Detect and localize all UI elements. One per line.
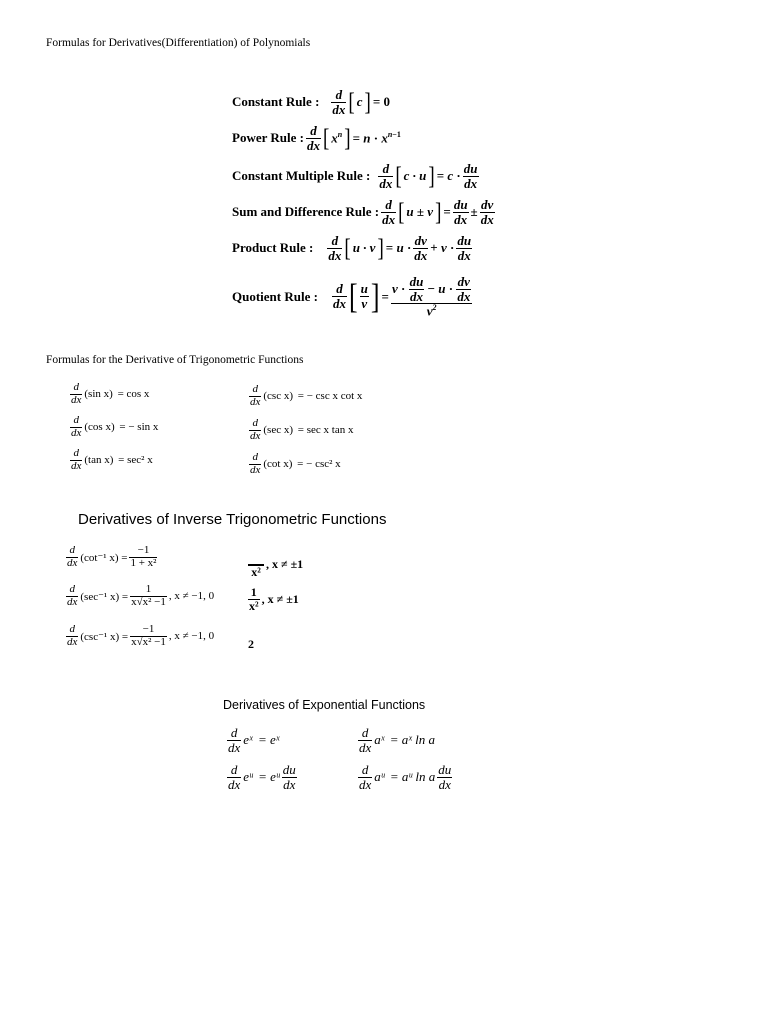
derivative-operator: $\frac{d}{dx}$ xyxy=(228,725,241,755)
heading-exponential: Derivatives of Exponential Functions xyxy=(223,698,426,712)
exp-formula-a-u: $\frac{d}{dx}$ aᵘ = aᵘ ln a $\frac{du}{dx}$ xyxy=(359,762,452,792)
derivative-operator: $\frac{d}{dx}$ xyxy=(250,451,261,476)
derivative-operator: $\frac{d}{dx}$ xyxy=(71,447,82,472)
derivative-operator: $\frac{d}{dx}$ xyxy=(359,762,372,792)
trig-formula-sec: $\frac{d}{dx}$ (sec x) = sec x tan x xyxy=(250,417,354,442)
quotient-rule: Quotient Rule : $\frac{d}{dx}$ [ $\frac{u}{v}$ ] = v · $\frac{du}{dx}$ − u · $\frac{dv}{dx}$ $v^2$ xyxy=(232,274,471,319)
inverse-fragment-1: x² , x ≠ ±1 xyxy=(248,551,305,578)
exp-formula-e-x: $\frac{d}{dx}$ eˣ = eˣ xyxy=(228,725,280,755)
trig-formula-cot: $\frac{d}{dx}$ (cot x) = − csc² x xyxy=(250,451,341,476)
derivative-operator: $\frac{d}{dx}$ xyxy=(67,583,78,608)
quotient-fraction: v · $\frac{du}{dx}$ − u · $\frac{dv}{dx}$ $v^2$ xyxy=(391,274,471,319)
inverse-fragment-3: 2 xyxy=(248,637,254,651)
inverse-formula-csc: $\frac{d}{dx}$ (csc⁻¹ x) = $\frac{-1}{\text{x√x² −1}}$ , x ≠ −1, 0 xyxy=(67,623,215,648)
du-dx: $\frac{du}{dx}$ xyxy=(438,762,452,792)
du-dx: $\frac{du}{dx}$ xyxy=(282,762,296,792)
rule-label: Product Rule : xyxy=(232,240,314,256)
rule-label: Sum and Difference Rule : xyxy=(232,204,380,220)
derivative-operator: $\frac{d}{dx}$ xyxy=(332,281,346,312)
derivative-operator: $\frac{d}{dx}$ xyxy=(250,383,261,408)
rule-label: Constant Multiple Rule : xyxy=(232,168,371,184)
trig-formula-cos: $\frac{d}{dx}$ (cos x) = − sin x xyxy=(71,414,159,439)
derivative-operator: $\frac{d}{dx}$ xyxy=(67,623,78,648)
derivative-operator: $\frac{d}{dx}$ xyxy=(306,123,320,153)
derivative-operator: $\frac{d}{dx}$ xyxy=(71,381,82,406)
dv-dx: $\frac{dv}{dx}$ xyxy=(414,233,428,263)
rule-label: Constant Rule : xyxy=(232,94,320,110)
du-dx: $\frac{du}{dx}$ xyxy=(463,161,478,191)
heading-inverse-trig: Derivatives of Inverse Trigonometric Functions xyxy=(78,511,387,528)
inverse-formula-sec: $\frac{d}{dx}$ (sec⁻¹ x) = $\frac{1}{\text{x√x² −1}}$ , x ≠ −1, 0 xyxy=(67,583,215,608)
heading-trig: Formulas for the Derivative of Trigonometric Functions xyxy=(46,354,304,366)
inverse-formula-cot: $\frac{d}{dx}$ (cot⁻¹ x) = $\frac{-1}{\text{1 + x²}}$ xyxy=(67,544,157,569)
heading-polynomials: Formulas for Derivatives(Differentiation) of Polynomials xyxy=(46,37,311,49)
derivative-operator: $\frac{d}{dx}$ xyxy=(71,414,82,439)
inverse-fragment-2: $\frac{1}{\text{x²}}$ , x ≠ ±1 xyxy=(249,585,299,613)
derivative-operator: $\frac{d}{dx}$ xyxy=(328,233,342,263)
dv-dx: $\frac{dv}{dx}$ xyxy=(480,197,494,227)
constant-multiple-rule: Constant Multiple Rule : $\frac{d}{dx}$ [ c · u ] = c · $\frac{du}{dx}$ xyxy=(232,161,478,191)
trig-formula-sin: $\frac{d}{dx}$ (sin x) = cos x xyxy=(71,381,150,406)
derivative-operator: $\frac{d}{dx}$ xyxy=(359,725,372,755)
derivative-operator: $\frac{d}{dx}$ xyxy=(228,762,241,792)
derivative-operator: $\frac{d}{dx}$ xyxy=(250,417,261,442)
rule-label: Quotient Rule : xyxy=(232,288,318,304)
product-rule: Product Rule : $\frac{d}{dx}$ [ u · v ] = u · $\frac{dv}{dx}$ + v · $\frac{du}{dx}$ xyxy=(232,233,472,263)
trig-formula-tan: $\frac{d}{dx}$ (tan x) = sec² x xyxy=(71,447,153,472)
trig-formula-csc: $\frac{d}{dx}$ (csc x) = − csc x cot x xyxy=(250,383,363,408)
rule-label: Power Rule : xyxy=(232,130,304,146)
derivative-operator: $\frac{d}{dx}$ xyxy=(332,87,346,117)
constant-rule: Constant Rule : $\frac{d}{dx}$ [ c ] = 0 xyxy=(232,87,391,117)
power-rule: Power Rule : $\frac{d}{dx}$ [ $x^n$ ] = $n \cdot x^{n-1}$ xyxy=(232,123,401,153)
exp-formula-e-u: $\frac{d}{dx}$ eᵘ = eᵘ $\frac{du}{dx}$ xyxy=(228,762,296,792)
du-dx: $\frac{du}{dx}$ xyxy=(457,233,472,263)
sum-difference-rule: Sum and Difference Rule : $\frac{d}{dx}$ [ u ± v ] = $\frac{du}{dx}$ ± $\frac{dv}{dx}$ xyxy=(232,197,494,227)
derivative-operator: $\frac{d}{dx}$ xyxy=(67,544,78,569)
derivative-operator: $\frac{d}{dx}$ xyxy=(379,161,393,191)
du-dx: $\frac{du}{dx}$ xyxy=(453,197,468,227)
derivative-operator: $\frac{d}{dx}$ xyxy=(382,197,396,227)
exp-formula-a-x: $\frac{d}{dx}$ aˣ = aˣ ln a xyxy=(359,725,436,755)
